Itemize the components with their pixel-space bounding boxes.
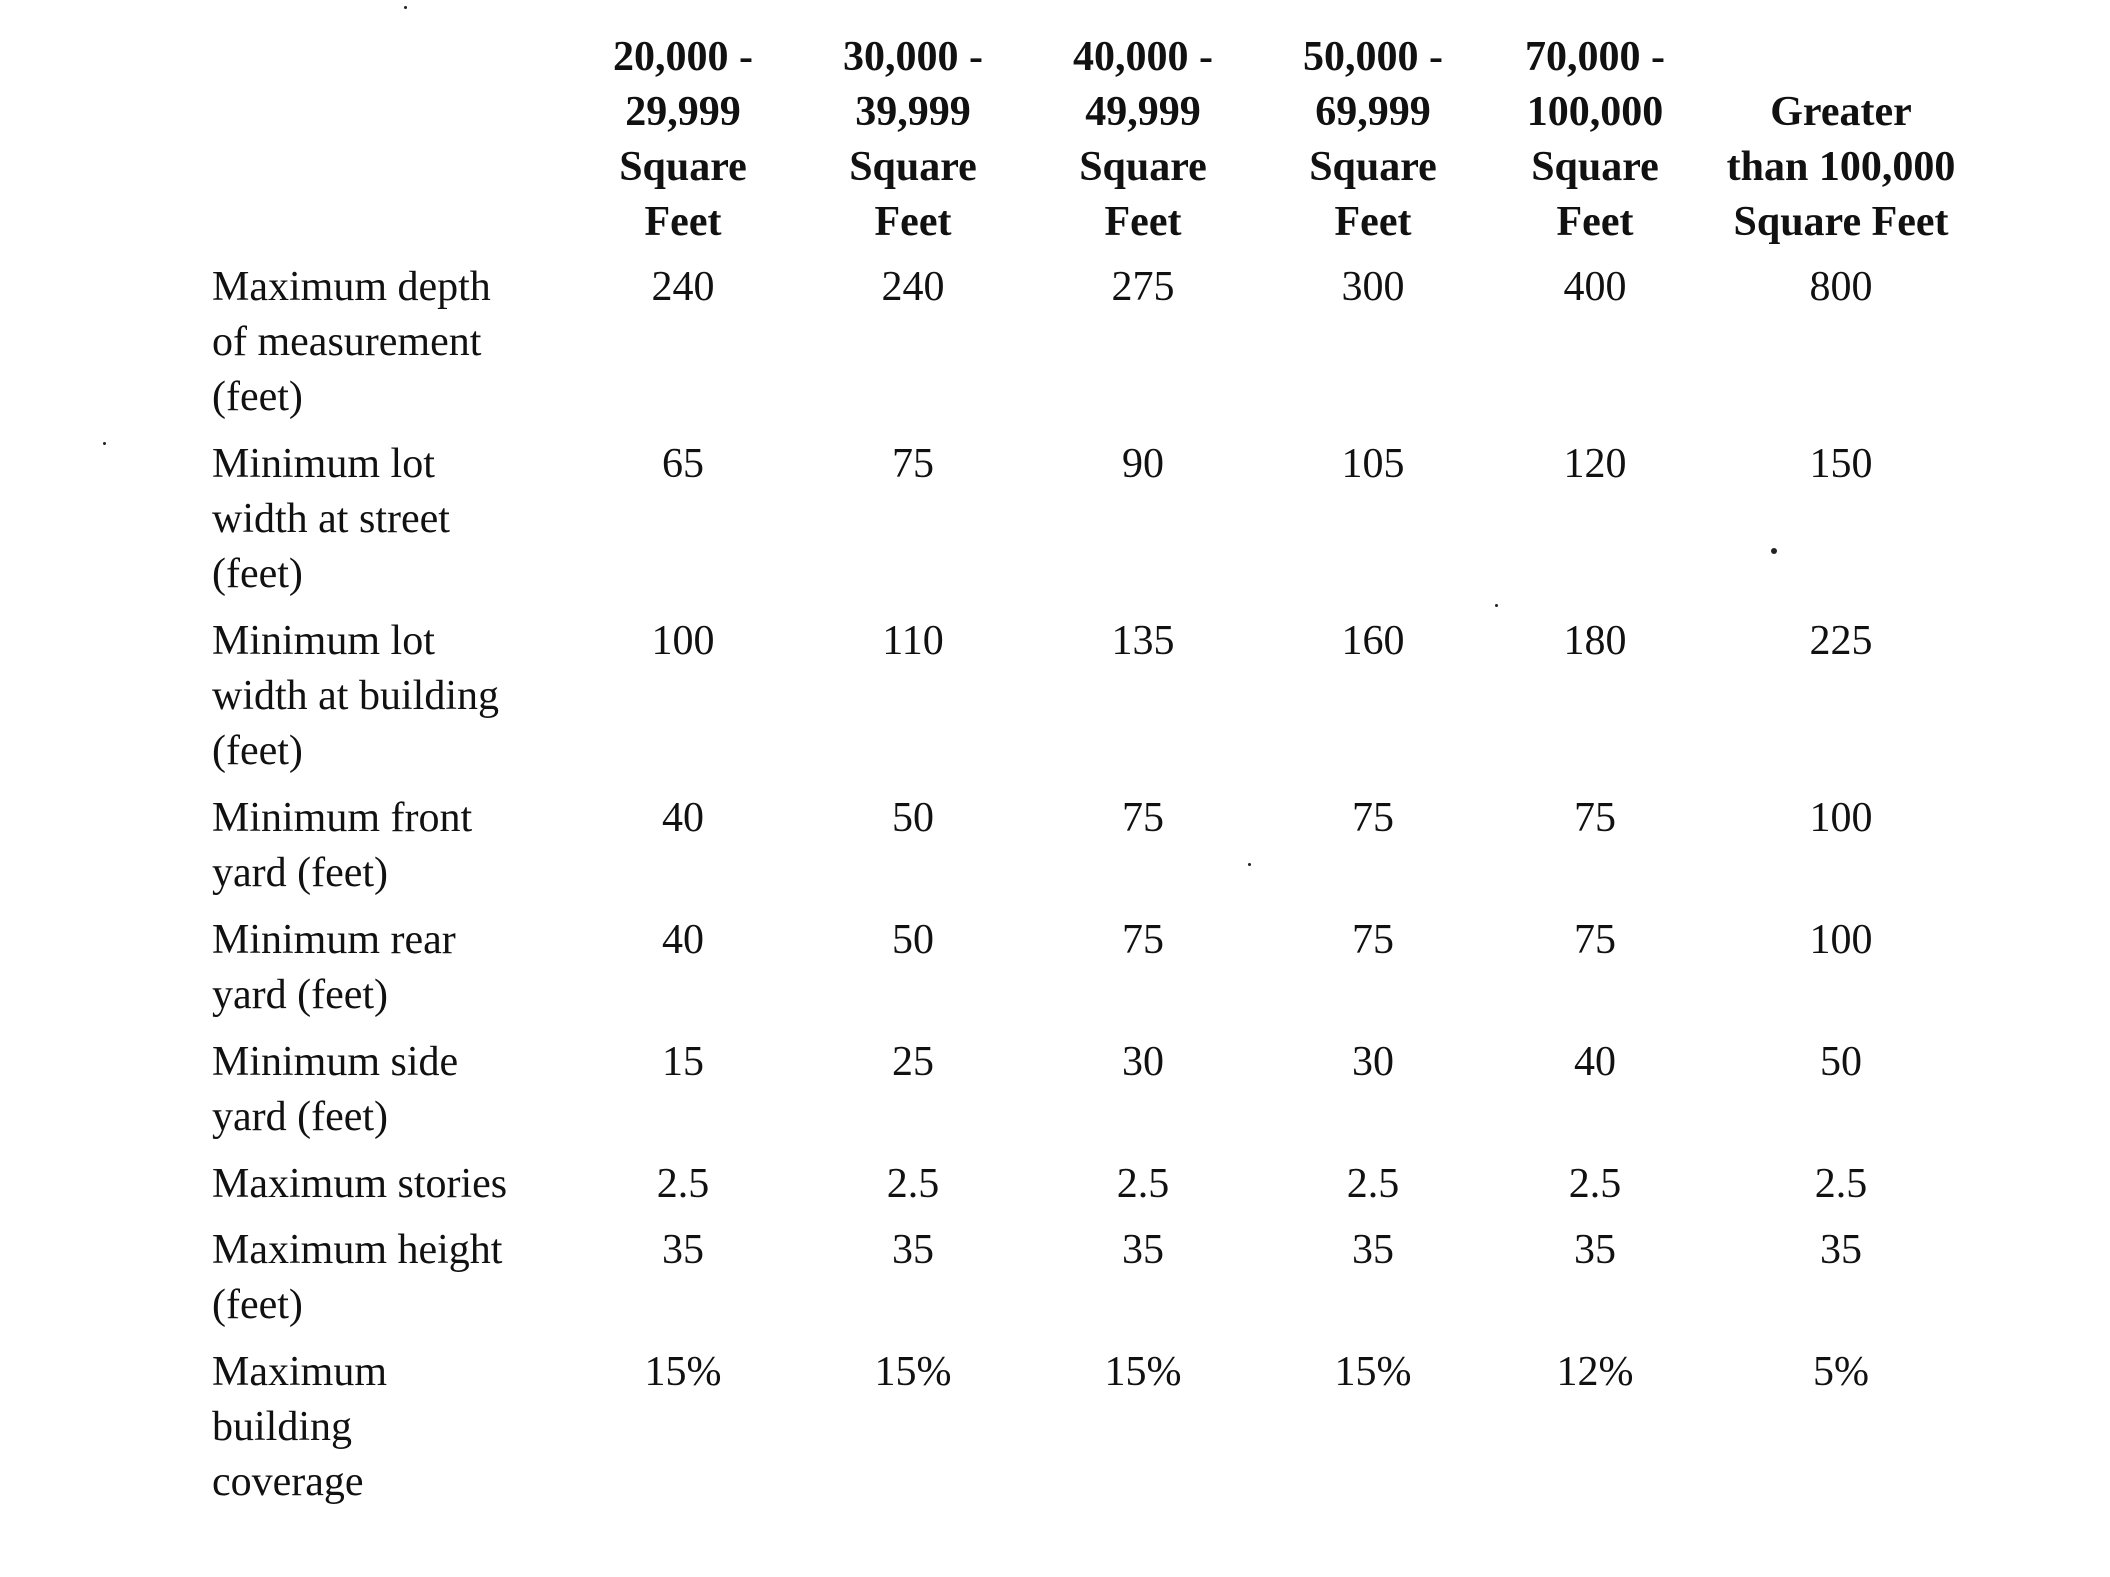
table-cell: 180 bbox=[1563, 618, 1627, 664]
table-cell: 90 bbox=[1122, 441, 1164, 487]
row-label-line: Minimum front bbox=[212, 795, 473, 841]
column-header-line: Feet bbox=[1334, 199, 1412, 245]
table-cell: 40 bbox=[662, 795, 704, 841]
row-label-line: (feet) bbox=[212, 374, 303, 420]
row-label-line: width at building bbox=[212, 673, 499, 719]
row-label-line: yard (feet) bbox=[212, 850, 389, 896]
row-label-line: (feet) bbox=[212, 551, 303, 597]
row-label-line: Minimum rear bbox=[212, 917, 456, 963]
column-header-line: 29,999 bbox=[625, 89, 741, 135]
column-header bbox=[1028, 30, 1258, 260]
column-header-line: Square Feet bbox=[1733, 199, 1949, 245]
table-cell: 30 bbox=[1352, 1039, 1394, 1085]
column-header-line: 69,999 bbox=[1315, 89, 1431, 135]
table-cell: 12% bbox=[1556, 1349, 1634, 1395]
column-header-line: Feet bbox=[1104, 199, 1182, 245]
table-cell: 15 bbox=[662, 1039, 704, 1085]
table-cell: 275 bbox=[1111, 264, 1175, 310]
table-cell: 15% bbox=[874, 1349, 952, 1395]
table-cell: 75 bbox=[1122, 795, 1164, 841]
table-cell: 40 bbox=[662, 917, 704, 963]
column-header-line: Square bbox=[1309, 144, 1437, 190]
table-row bbox=[200, 791, 1980, 913]
row-label bbox=[200, 791, 568, 913]
table-row bbox=[200, 1223, 1980, 1345]
table-cell: 100 bbox=[1809, 917, 1873, 963]
row-label-line: Minimum lot bbox=[212, 618, 435, 664]
table-cell: 150 bbox=[1809, 441, 1873, 487]
table-cell: 50 bbox=[892, 917, 934, 963]
table-cell: 25 bbox=[892, 1039, 934, 1085]
table-cell: 75 bbox=[892, 441, 934, 487]
table-cell: 225 bbox=[1809, 618, 1873, 664]
table-cell: 50 bbox=[1820, 1039, 1862, 1085]
table-row bbox=[200, 1035, 1980, 1157]
row-label bbox=[200, 1035, 568, 1157]
table-cell: 35 bbox=[1820, 1227, 1862, 1273]
table-cell: 65 bbox=[662, 441, 704, 487]
table-cell: 35 bbox=[892, 1227, 934, 1273]
table-row bbox=[200, 437, 1980, 614]
row-label-line: yard (feet) bbox=[212, 1094, 389, 1140]
table-cell: 135 bbox=[1111, 618, 1175, 664]
column-header-line: Feet bbox=[1556, 199, 1634, 245]
table-cell: 15% bbox=[1334, 1349, 1412, 1395]
column-header-line: 40,000 - bbox=[1073, 34, 1213, 80]
row-label-line: width at street bbox=[212, 496, 450, 542]
column-header-line: 49,999 bbox=[1085, 89, 1201, 135]
row-label bbox=[200, 437, 568, 614]
table-cell: 30 bbox=[1122, 1039, 1164, 1085]
row-label bbox=[200, 1223, 568, 1345]
table-cell: 110 bbox=[882, 618, 944, 664]
table-cell: 50 bbox=[892, 795, 934, 841]
table-cell: 105 bbox=[1341, 441, 1405, 487]
table-row bbox=[200, 913, 1980, 1035]
column-header-line: Square bbox=[849, 144, 977, 190]
row-label-line: of measurement bbox=[212, 319, 482, 365]
table-cell: 300 bbox=[1341, 264, 1405, 310]
table-cell: 240 bbox=[651, 264, 715, 310]
row-label-line: (feet) bbox=[212, 1282, 303, 1328]
row-label-line: Minimum lot bbox=[212, 441, 435, 487]
column-header-line: than 100,000 bbox=[1726, 144, 1956, 190]
table-cell: 2.5 bbox=[1568, 1161, 1622, 1207]
table-cell: 100 bbox=[651, 618, 715, 664]
table-cell: 2.5 bbox=[1814, 1161, 1868, 1207]
table-row bbox=[200, 260, 1980, 437]
table-cell: 240 bbox=[881, 264, 945, 310]
table-cell: 75 bbox=[1122, 917, 1164, 963]
column-header bbox=[1258, 30, 1488, 260]
scan-speck bbox=[404, 6, 407, 9]
table-cell: 75 bbox=[1352, 917, 1394, 963]
table-cell: 35 bbox=[1574, 1227, 1616, 1273]
table-cell: 75 bbox=[1352, 795, 1394, 841]
row-label-line: (feet) bbox=[212, 728, 303, 774]
column-header-line: 30,000 - bbox=[843, 34, 983, 80]
table-cell: 5% bbox=[1813, 1349, 1869, 1395]
row-label bbox=[200, 614, 568, 791]
column-header-line: Square bbox=[619, 144, 747, 190]
column-header bbox=[568, 30, 798, 260]
table-cell: 2.5 bbox=[656, 1161, 710, 1207]
column-header-line: Square bbox=[1079, 144, 1207, 190]
row-label-line: Minimum side bbox=[212, 1039, 459, 1085]
table-cell: 15% bbox=[644, 1349, 722, 1395]
table-cell: 160 bbox=[1341, 618, 1405, 664]
row-label-line: Maximum depth bbox=[212, 264, 491, 310]
row-label bbox=[200, 1345, 568, 1522]
table-cell: 2.5 bbox=[1116, 1161, 1170, 1207]
column-header-line: 100,000 bbox=[1526, 89, 1664, 135]
table-cell: 2.5 bbox=[886, 1161, 940, 1207]
scan-speck bbox=[103, 442, 106, 445]
column-header-line: Greater bbox=[1770, 89, 1912, 135]
table-cell: 35 bbox=[1122, 1227, 1164, 1273]
table-row bbox=[200, 1345, 1980, 1522]
table-row bbox=[200, 614, 1980, 791]
row-label-line: Maximum stories bbox=[212, 1161, 508, 1207]
column-header-line: 20,000 - bbox=[613, 34, 753, 80]
column-header bbox=[1488, 30, 1702, 260]
table-cell: 2.5 bbox=[1346, 1161, 1400, 1207]
lot-dimension-table bbox=[200, 30, 1980, 1522]
column-header-line: Square bbox=[1531, 144, 1659, 190]
header-row bbox=[200, 30, 1980, 260]
row-label-line: coverage bbox=[212, 1459, 364, 1505]
table-cell: 35 bbox=[1352, 1227, 1394, 1273]
row-label-line: yard (feet) bbox=[212, 972, 389, 1018]
table-cell: 35 bbox=[662, 1227, 704, 1273]
table-cell: 75 bbox=[1574, 795, 1616, 841]
table-cell: 120 bbox=[1563, 441, 1627, 487]
row-label-line: Maximum height bbox=[212, 1227, 503, 1273]
table-cell: 15% bbox=[1104, 1349, 1182, 1395]
table-cell: 800 bbox=[1809, 264, 1873, 310]
table-cell: 400 bbox=[1563, 264, 1627, 310]
column-header-line: 39,999 bbox=[855, 89, 971, 135]
row-label bbox=[200, 260, 568, 437]
row-label bbox=[200, 1157, 568, 1223]
column-header bbox=[1702, 30, 1980, 260]
column-header-line: 70,000 - bbox=[1525, 34, 1665, 80]
table-row bbox=[200, 1157, 1980, 1223]
row-label-line: Maximum bbox=[212, 1349, 387, 1395]
row-label bbox=[200, 913, 568, 1035]
column-header bbox=[798, 30, 1028, 260]
column-header-line: Feet bbox=[874, 199, 952, 245]
column-header-line: Feet bbox=[644, 199, 722, 245]
table-cell: 75 bbox=[1574, 917, 1616, 963]
column-header-line: 50,000 - bbox=[1303, 34, 1443, 80]
table-cell: 100 bbox=[1809, 795, 1873, 841]
table-cell: 40 bbox=[1574, 1039, 1616, 1085]
row-label-line: building bbox=[212, 1404, 353, 1450]
corner-cell bbox=[200, 30, 568, 260]
